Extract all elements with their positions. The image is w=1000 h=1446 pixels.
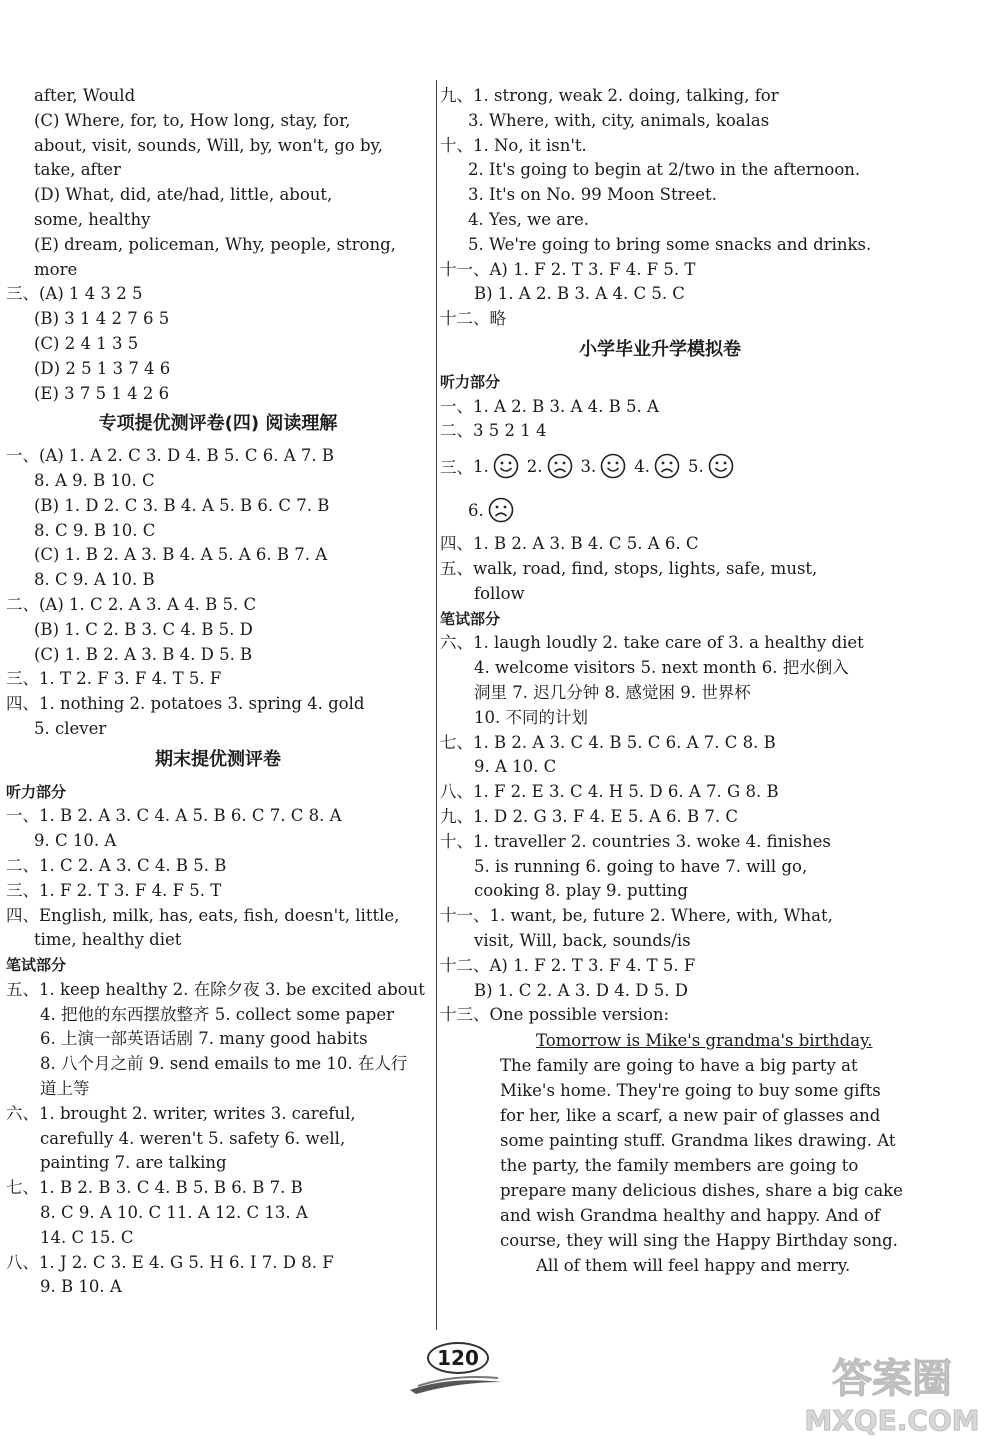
answer-line: 五、walk, road, find, stops, lights, safe, must, xyxy=(440,558,818,578)
question-number: 4. xyxy=(634,456,650,476)
answer-line: carefully 4. weren't 5. safety 6. well, xyxy=(40,1128,346,1148)
section-heading: 期末提优测评卷 xyxy=(155,748,281,770)
answer-line: 九、1. D 2. G 3. F 4. E 5. A 6. B 7. C xyxy=(440,806,738,826)
svg-text:MXQE.COM: MXQE.COM xyxy=(804,1404,980,1437)
answer-line: 3. Where, with, city, animals, koalas xyxy=(468,110,770,130)
answer-line: 10. 不同的计划 xyxy=(474,707,588,727)
answer-line: (B) 1. D 2. C 3. B 4. A 5. B 6. C 7. B xyxy=(34,495,330,515)
section-heading: 专项提优测评卷(四) 阅读理解 xyxy=(98,413,338,435)
answers-block xyxy=(6,84,430,406)
answer-line: 四、1. B 2. A 3. B 4. C 5. A 6. C xyxy=(440,534,699,554)
answer-line: 8. C 9. B 10. C xyxy=(34,520,156,540)
answer-line: 一、1. B 2. A 3. C 4. A 5. B 6. C 7. C 8. A xyxy=(6,806,342,826)
answers-block xyxy=(440,532,880,606)
answer-line: 八、1. F 2. E 3. C 4. H 5. D 6. A 7. G 8. B xyxy=(440,782,779,802)
answer-line: 9. A 10. C xyxy=(474,757,557,777)
answer-line: painting 7. are talking xyxy=(40,1153,227,1173)
answer-line: 5. We're going to bring some snacks and drinks. xyxy=(468,234,872,254)
answer-line: 9. C 10. A xyxy=(34,831,117,851)
section-heading: 小学毕业升学模拟卷 xyxy=(579,338,741,360)
answer-line: (C) Where, for, to, How long, stay, for, xyxy=(34,110,351,130)
question-number: 5. xyxy=(688,456,704,476)
answers-block xyxy=(6,804,430,953)
answer-line: 四、1. nothing 2. potatoes 3. spring 4. gold xyxy=(6,694,365,714)
essay-line: All of them will feel happy and merry. xyxy=(536,1256,851,1276)
answer-line: (B) 1. C 2. B 3. C 4. B 5. D xyxy=(34,619,253,639)
answer-line: B) 1. A 2. B 3. A 4. C 5. C xyxy=(474,284,685,304)
face-answers-row xyxy=(440,444,880,488)
answer-line: 4. welcome visitors 5. next month 6. 把水倒入 xyxy=(474,658,849,678)
essay-line: some painting stuff. Grandma likes drawing. At xyxy=(500,1131,896,1151)
answer-line: 二、1. C 2. A 3. C 4. B 5. B xyxy=(6,855,227,875)
answer-line: (C) 1. B 2. A 3. B 4. D 5. B xyxy=(34,644,253,664)
answer-line: time, healthy diet xyxy=(34,930,182,950)
swoosh-ornament-icon xyxy=(408,1372,504,1396)
answer-line: (D) What, did, ate/had, little, about, xyxy=(34,185,333,205)
answers-block xyxy=(440,631,880,1028)
answer-line: 三、(A) 1 4 3 2 5 xyxy=(6,284,143,304)
answer-line: 三、1. F 2. T 3. F 4. F 5. T xyxy=(6,880,222,900)
happy-face-icon xyxy=(708,453,734,479)
answer-line: 七、1. B 2. A 3. C 4. B 5. C 6. A 7. C 8. B xyxy=(440,732,776,752)
answer-line: cooking 8. play 9. putting xyxy=(474,881,688,901)
answer-line: 七、1. B 2. B 3. C 4. B 5. B 6. B 7. B xyxy=(6,1178,303,1198)
answer-line: 十一、1. want, be, future 2. Where, with, What, xyxy=(440,906,833,926)
question-number: 三、 xyxy=(440,458,473,478)
answers-block xyxy=(6,444,430,742)
answer-line: (D) 2 5 1 3 7 4 6 xyxy=(34,358,171,378)
answer-line: 十、1. traveller 2. countries 3. woke 4. finishes xyxy=(440,831,831,851)
essay-line: Mike's home. They're going to buy some gifts xyxy=(500,1081,881,1101)
answer-line: B) 1. C 2. A 3. D 4. D 5. D xyxy=(474,980,688,1000)
answer-line: 四、English, milk, has, eats, fish, doesn't, little, xyxy=(6,905,400,925)
watermark-logo xyxy=(792,1350,992,1440)
answer-line: about, visit, sounds, Will, by, won't, go by, xyxy=(34,135,383,155)
answer-line: some, healthy xyxy=(34,209,151,229)
answer-line: (B) 3 1 4 2 7 6 5 xyxy=(34,309,170,329)
happy-face-icon xyxy=(493,453,519,479)
essay-title: Tomorrow is Mike's grandma's birthday. xyxy=(536,1031,873,1051)
answer-line: 六、1. brought 2. writer, writes 3. careful, xyxy=(6,1103,356,1123)
page-number: 120 xyxy=(427,1342,489,1374)
answer-line: (E) dream, policeman, Why, people, strong, xyxy=(34,234,396,254)
answer-line: follow xyxy=(474,583,525,603)
answer-line: 二、3 5 2 1 4 xyxy=(440,421,547,441)
question-number: 3. xyxy=(580,456,597,476)
subsection-label: 听力部分 xyxy=(440,372,501,391)
answer-line: 8. C 9. A 10. B xyxy=(34,570,155,590)
answer-line: 8. 八个月之前 9. send emails to me 10. 在人行 xyxy=(40,1054,408,1074)
answer-line: take, after xyxy=(34,160,121,180)
sad-face-icon xyxy=(654,453,680,479)
answer-line: 八、1. J 2. C 3. E 4. G 5. H 6. I 7. D 8. F xyxy=(6,1252,334,1272)
subsection-label: 笔试部分 xyxy=(440,609,501,628)
answers-block xyxy=(440,395,880,445)
question-number: 1. xyxy=(473,456,489,476)
answer-line: 3. It's on No. 99 Moon Street. xyxy=(468,185,717,205)
answer-line: after, Would xyxy=(34,86,136,105)
essay-line: the party, the family members are going to xyxy=(500,1156,859,1176)
answer-line: 五、1. keep healthy 2. 在除夕夜 3. be excited about xyxy=(6,979,425,999)
answer-line: 14. C 15. C xyxy=(40,1227,134,1247)
subsection-label: 听力部分 xyxy=(6,782,67,801)
answer-line: (E) 3 7 5 1 4 2 6 xyxy=(34,383,170,403)
answer-line: 4. 把他的东西摆放整齐 5. collect some paper xyxy=(40,1004,395,1024)
essay-line: course, they will sing the Happy Birthday song. xyxy=(500,1231,898,1251)
answers-block xyxy=(440,84,880,332)
subsection-label: 笔试部分 xyxy=(6,956,67,975)
answer-line: 8. A 9. B 10. C xyxy=(34,470,155,490)
answer-line: 5. is running 6. going to have 7. will go, xyxy=(474,856,808,876)
left-column xyxy=(6,84,430,1300)
answer-line: 5. clever xyxy=(34,718,107,738)
answer-line: 十三、One possible version: xyxy=(440,1005,670,1025)
column-divider xyxy=(436,80,437,1330)
sad-face-icon xyxy=(488,497,514,523)
answer-line: (C) 2 4 1 3 5 xyxy=(34,333,139,353)
answer-line: 九、1. strong, weak 2. doing, talking, for xyxy=(440,86,779,105)
answer-line: 十、1. No, it isn't. xyxy=(440,135,587,155)
answer-line: 2. It's going to begin at 2/two in the afternoon. xyxy=(468,160,861,180)
svg-text:答案圈: 答案圈 xyxy=(832,1356,952,1402)
right-column xyxy=(440,84,903,1278)
answer-line: 洞里 7. 迟几分钟 8. 感觉困 9. 世界杯 xyxy=(474,682,751,702)
essay-line: The family are going to have a big party at xyxy=(500,1056,858,1076)
answer-line: 六、1. laugh loudly 2. take care of 3. a healthy diet xyxy=(440,633,864,653)
answer-line: 三、1. T 2. F 3. F 4. T 5. F xyxy=(6,669,222,689)
answer-line: 6. 上演一部英语话剧 7. many good habits xyxy=(40,1029,368,1049)
happy-face-icon xyxy=(600,453,626,479)
answer-line: visit, Will, back, sounds/is xyxy=(474,930,691,950)
answer-line: more xyxy=(34,259,78,279)
answer-line: 十二、A) 1. F 2. T 3. F 4. T 5. F xyxy=(440,955,696,975)
sample-essay xyxy=(440,1028,903,1278)
question-number: 6. xyxy=(468,500,484,520)
answer-line: 一、1. A 2. B 3. A 4. B 5. A xyxy=(440,396,659,416)
essay-line: and wish Grandma healthy and happy. And of xyxy=(500,1206,881,1226)
answers-block xyxy=(6,978,430,1300)
answer-line: 二、(A) 1. C 2. A 3. A 4. B 5. C xyxy=(6,594,257,614)
answer-line: 十二、略 xyxy=(440,309,506,329)
answer-line: 8. C 9. A 10. C 11. A 12. C 13. A xyxy=(40,1203,308,1223)
sad-face-icon xyxy=(547,453,573,479)
question-number: 2. xyxy=(526,456,543,476)
answer-line: 9. B 10. A xyxy=(40,1277,122,1297)
answer-line: 十一、A) 1. F 2. T 3. F 4. F 5. T xyxy=(440,259,696,279)
essay-line: for her, like a scarf, a new pair of glasses and xyxy=(500,1106,881,1126)
essay-line: prepare many delicious dishes, share a big cake xyxy=(500,1181,903,1201)
answer-line: 道上等 xyxy=(40,1079,90,1099)
face-answers-row xyxy=(440,488,880,532)
answer-line: 4. Yes, we are. xyxy=(468,209,590,229)
answer-line: (C) 1. B 2. A 3. B 4. A 5. A 6. B 7. A xyxy=(34,545,328,565)
answer-line: 一、(A) 1. A 2. C 3. D 4. B 5. C 6. A 7. B xyxy=(6,446,334,466)
